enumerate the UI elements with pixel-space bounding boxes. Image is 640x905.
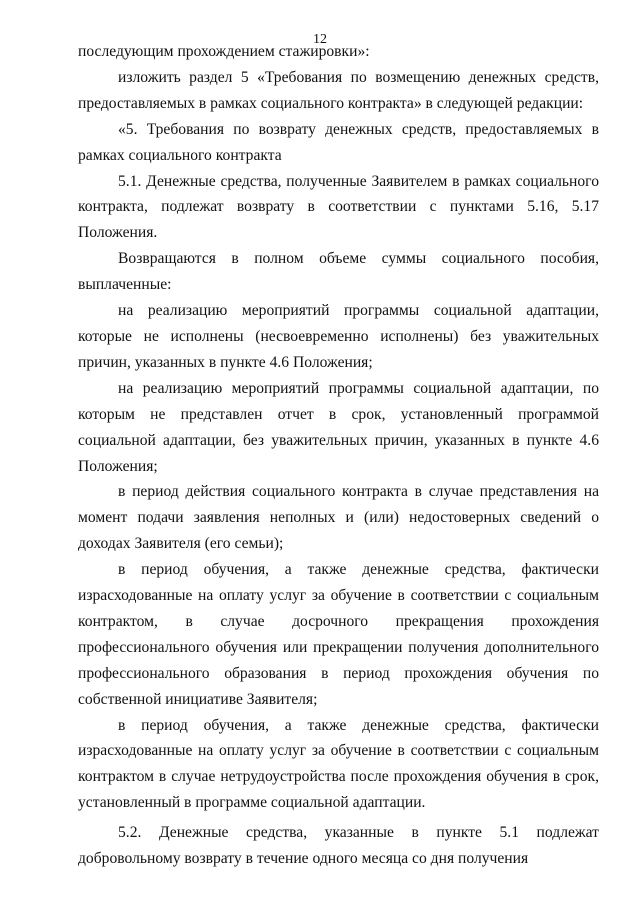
paragraph-5-2: 5.2. Денежные средства, указанные в пункте 5.1 подлежат добровольному возврату в течение одного месяца со дня получения	[78, 824, 599, 868]
section-5-heading: «5. Требования по возврату денежных средств, предоставляемых в рамках социального контракта	[78, 120, 599, 164]
paragraph-item-early-termination: в период обучения, а также денежные средства, фактически израсходованные на оплату услуг за обучение в соответствии с социальным контрактом, в случае досрочного прекращения прохождения профессионального обучения или прекращении получения дополнительного профессионального образования в период прохождения обучения по собственной инициативе Заявителя;	[78, 561, 599, 708]
paragraph-item-no-report: на реализацию мероприятий программы социальной адаптации, по которым не представлен отчет в срок, установленный программой социальной адаптации, без уважительных причин, указанных в пункте 4.6 Положения;	[78, 379, 599, 475]
paragraph-amend-section-5: изложить раздел 5 «Требования по возмещению денежных средств, предоставляемых в рамках социального контракта» в следующей редакции:	[78, 68, 599, 112]
document-body	[78, 39, 599, 872]
page-number: 12	[313, 32, 327, 47]
paragraph-continuation: последующим прохождением стажировки»:	[78, 43, 370, 60]
paragraph-item-not-employed: в период обучения, а также денежные средства, фактически израсходованные на оплату услуг за обучение в соответствии с социальным контрактом в случае нетрудоустройства после прохождения обучения в срок, установленный в программе социальной адаптации.	[78, 716, 599, 812]
paragraph-item-not-executed: на реализацию мероприятий программы социальной адаптации, которые не исполнены (несвоевременно исполнены) без уважительных причин, указанных в пункте 4.6 Положения;	[78, 302, 599, 371]
paragraph-5-1: 5.1. Денежные средства, полученные Заявителем в рамках социального контракта, подлежат возврату в соответствии с пунктами 5.16, 5.17 Положения.	[78, 172, 599, 242]
paragraph-full-return: Возвращаются в полном объеме суммы социального пособия, выплаченные:	[78, 250, 599, 294]
paragraph-item-false-info: в период действия социального контракта в случае представления на момент подачи заявления неполных и (или) недостоверных сведений о доходах Заявителя (его семьи);	[78, 483, 599, 553]
